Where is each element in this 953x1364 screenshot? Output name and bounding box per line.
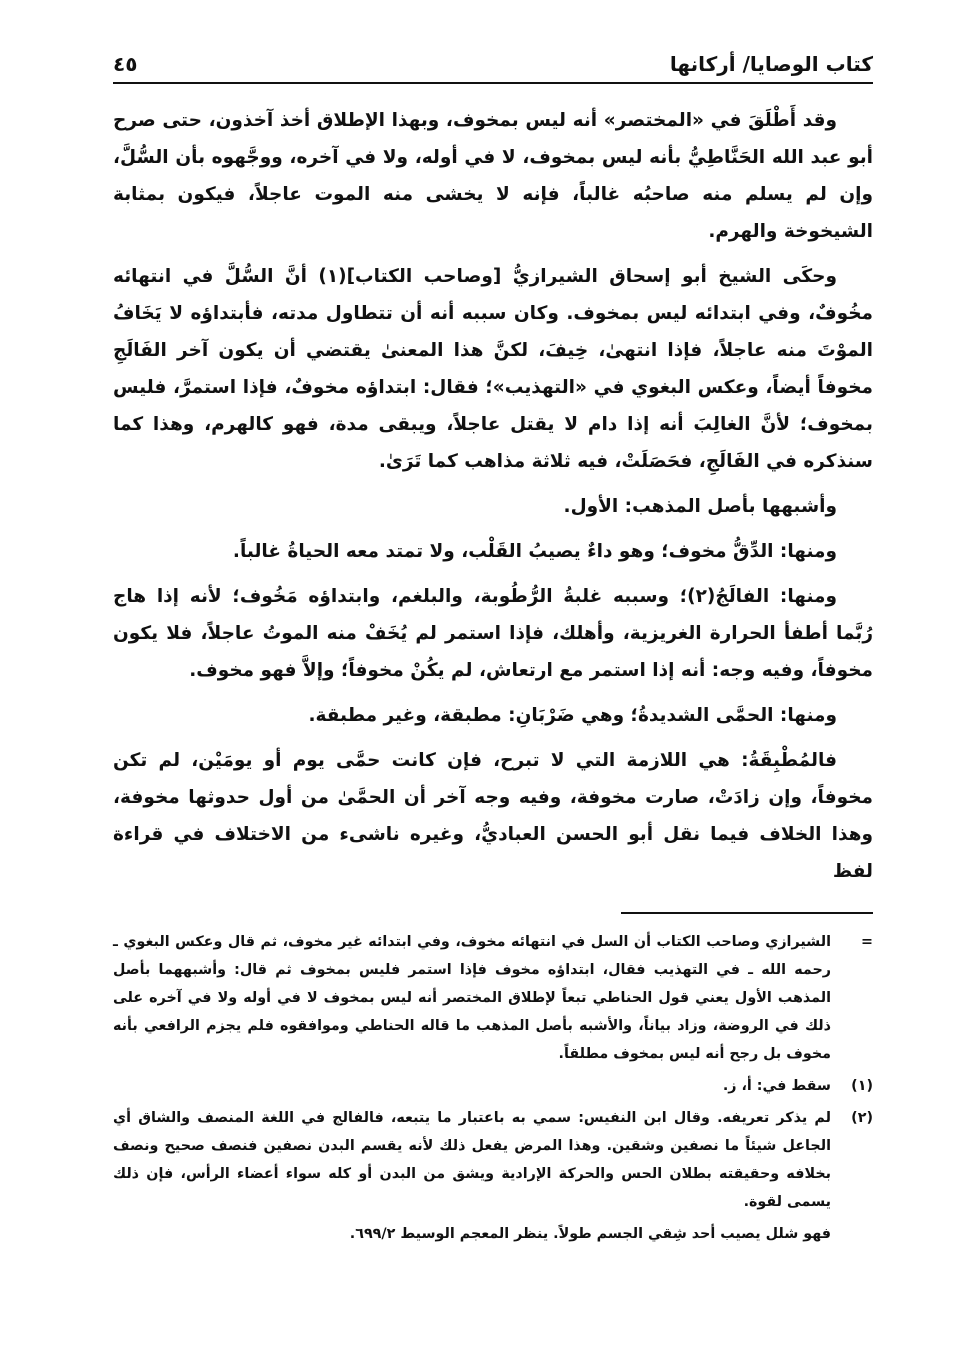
paragraph: وأشبهها بأصل المذهب: الأول. bbox=[563, 496, 837, 517]
running-title: كتاب الوصايا/ أركانها bbox=[669, 52, 873, 76]
book-page bbox=[113, 40, 873, 1340]
footnote-separator bbox=[621, 912, 873, 914]
page-number: ٤٥ bbox=[113, 52, 138, 76]
footnote-text: الشيرازي وصاحب الكتاب أن السل في انتهائه مخوف، وفي ابتدائه غير مخوف، ثم قال وعكس البغوي ـ رحمه الله ـ في التهذيب فقال، ابتداؤه مخوف فإذا استمر فليس بمخوف ثم قال: وأشبههما بأصل المذهب الأول يعني قول الحناطي تبعاً لإطلاق المختصر أنه ليس بمخوف لا في أوله ولا في آخره على ذلك في الروضة، وزاد بياناً، والأشبه بأصل المذهب ما قاله الحناطي وموافقوه فلم يجزم الرافعي بأنه مخوف بل رجح أنه ليس بمخوف مطلقاً. bbox=[113, 934, 831, 1062]
footnote-2 bbox=[113, 1104, 873, 1216]
header-rule bbox=[113, 82, 873, 84]
footnote-text: سقط في: أ، ز. bbox=[722, 1078, 831, 1094]
page-header bbox=[113, 40, 873, 76]
footnote-continued bbox=[113, 928, 873, 1068]
footnote-mark: (٢) bbox=[851, 1110, 873, 1126]
footnote-mark: (١) bbox=[851, 1078, 873, 1094]
footnote-1 bbox=[113, 1072, 873, 1100]
paragraph: ومنها: الدِّقُّ مخوف؛ وهو داءٌ يصيبُ القَلْب، ولا تمتد معه الحياةُ غالباً. bbox=[232, 541, 837, 562]
paragraph: ومنها: الحمَّى الشديدةُ؛ وهي ضَرْبَانِ: مطبقة، وغير مطبقة. bbox=[308, 705, 837, 726]
paragraph: وقد أَطْلَقَ في «المختصر» أنه ليس بمخوف، وبهذا الإطلاق أخذ آخذون، حتى صرح أبو عبد الله الحَنَّاطِيُّ بأنه ليس بمخوف، لا في أوله، ولا في آخره، ووجَّهوه بأن السُّلَّ، وإن لم يسلم منه صاحبُه غالباً، فإنه لا يخشى منه الموت عاجلاً، فيكون بمثابة الشيخوخة والهرم. bbox=[113, 110, 873, 242]
footnote-mark: = bbox=[861, 934, 873, 950]
paragraph: وحكَى الشيخ أبو إسحاق الشيرازيُّ [وصاحب الكتاب](١) أنَّ السُّلَّ في انتهائه مخُوفٌ، وفي ابتدائه ليس بمخوف. وكان سببه أنه أن تتطاول مدته، فأبتداؤه لا يَخَافُ الموْتَ منه عاجلاً، فإذا انتهىٰ، خِيفَ، لكنَّ هذا المعنىٰ يقتضي أن يكون آخر الفَالَجِ مخوفاً أيضاً، وعكس البغوي في «التهذيب»؛ فقال: ابتداؤه مخوفٌ، فإذا استمرَّ، فليس بمخوف؛ لأنَّ الغالِبَ أنه إذا دام لا يقتل عاجلاً، ويبقى مدة، فهو كالهرم، وهذا كما سنذكره في الفَالَجِ، فحَصَلَتْ، فيه ثلاثة مذاهب كما تَرَىٰ. bbox=[113, 266, 873, 472]
paragraph: فالمُطْبِقَةُ: هي اللازمة التي لا تبرح، فإن كانت حمَّى يوم أو يومَيْن، لم تكن مخوفاً، وإن زادَتْ، صارت مخوفة، وفيه وجه آخر أن الحمَّىٰ من أول حدوثها مخوفة، وهذا الخلاف فيما نقل أبو الحسن العباديُّ، وغيره ناشىء من الاختلاف في قراءة لفظ bbox=[113, 750, 873, 882]
footnote-text: لم يذكر تعريفه. وقال ابن النفيس: سمي به باعتبار ما يتبعه، فالفالج في اللغة المنصف والشاق أي الجاعل شيئاً ما نصفين وشقين. وهذا المرض يفعل ذلك لأنه يقسم البدن نصفين فنصف صحيح ونصف بخلافه وحقيقته بطلان الحس والحركة الإرادية ويشق من البدن أو كله سواء أعضاء الرأس، فإن ذلك يسمى لقوة. bbox=[113, 1110, 831, 1210]
footnote-2-continuation: فهو شلل يصيب أحد شِقي الجسم طولاً. ينظر المعجم الوسيط ٦٩٩/٢. bbox=[349, 1226, 831, 1242]
paragraph: ومنها: الفالَجُ(٢)؛ وسببه غلبةُ الرُّطُوبة، والبلغم، وابتداؤه مَخُوف؛ لأنه إذا هاج رُبَّما أطفأ الحرارة الغريزية، وأهلك، فإذا استمر لم يُخَفْ منه الموتُ عاجلاً، فلا يكون مخوفاً، وفيه وجه: أنه إذا استمر مع ارتعاش، لم يكُنْ مخوفاً؛ وإلاَّ فهو مخوف. bbox=[113, 586, 873, 681]
footnotes bbox=[113, 928, 873, 1248]
main-text bbox=[113, 102, 873, 898]
